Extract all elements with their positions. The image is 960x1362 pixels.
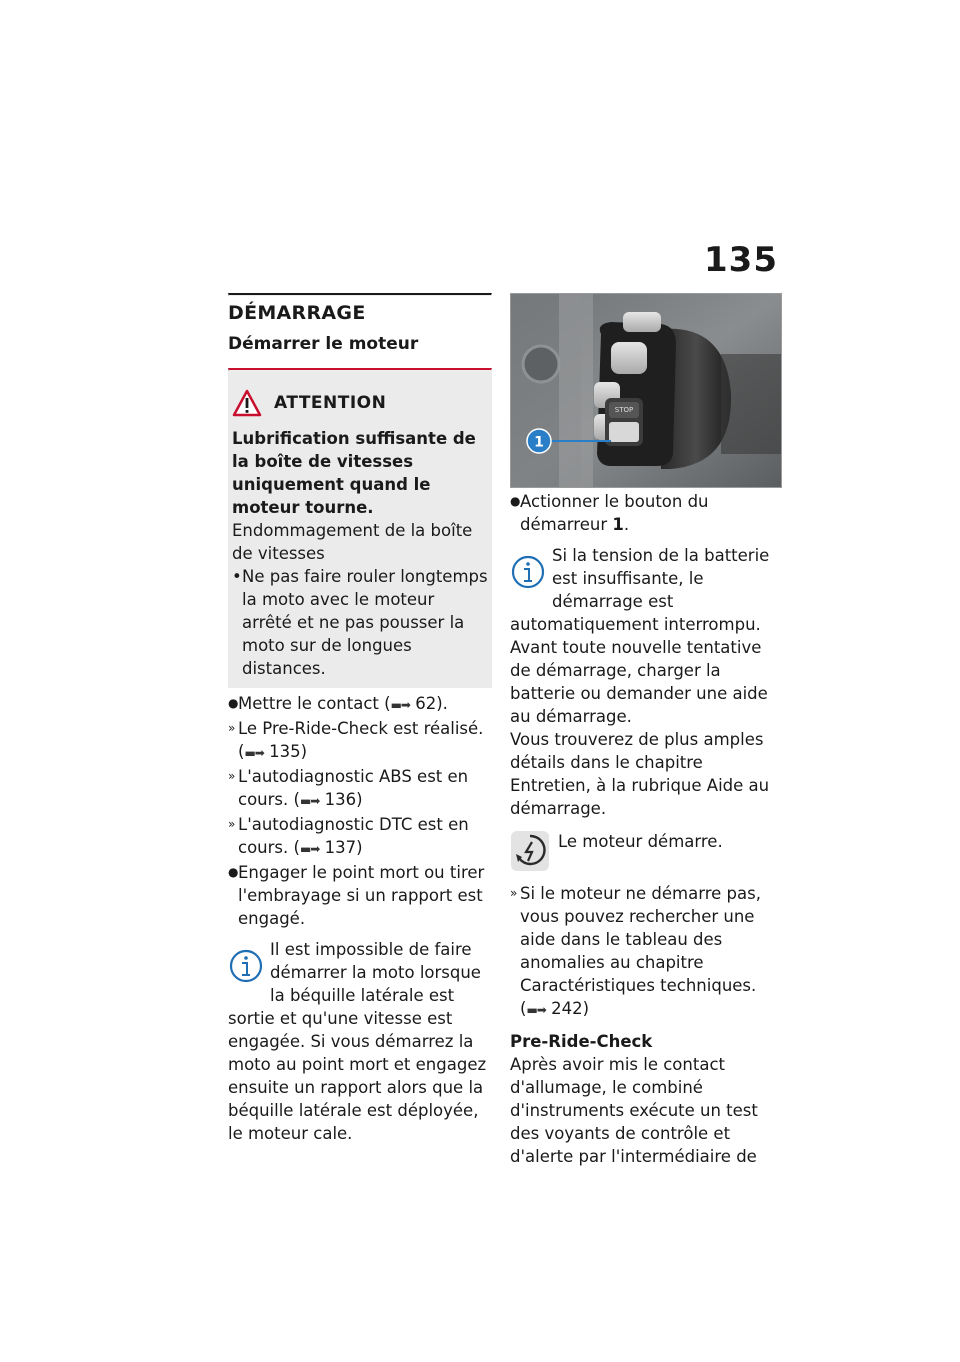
step-item — [228, 692, 492, 717]
photo-callout-label: 1 — [534, 434, 544, 451]
step-text: L'autodiagnostic DTC est en cours. ( — [238, 815, 469, 857]
step-list — [228, 692, 492, 930]
page-ref-icon: ▬➡ — [244, 746, 264, 760]
action-text: Actionner le bouton du démarreur — [520, 492, 709, 534]
step-item — [228, 717, 492, 765]
stop-label: STOP — [614, 406, 634, 414]
step-text: Le Pre-Ride-Check est réalisé. ( — [238, 719, 484, 761]
left-column — [228, 293, 492, 1145]
page-number: 135 — [704, 240, 778, 280]
right-column — [510, 293, 780, 1168]
action-bullet: ● — [510, 494, 521, 508]
result-mark: » — [228, 817, 236, 831]
pre-ride-title: Pre-Ride-Check — [510, 1032, 653, 1051]
warning-triangle-icon — [232, 389, 262, 417]
action-bullet: ● — [228, 865, 239, 879]
section-rule — [228, 293, 492, 296]
step-ref: 135) — [269, 742, 308, 761]
step-ref: 137) — [324, 838, 363, 857]
engine-start-icon — [510, 830, 550, 872]
page-ref-icon: ▬➡ — [299, 842, 320, 856]
step-item — [228, 765, 492, 813]
result-mark: » — [228, 721, 236, 735]
action-item: ● Actionner le bouton du démarreur 1. — [510, 492, 709, 534]
info-note — [510, 544, 780, 728]
step-item — [228, 813, 492, 861]
warning-box — [228, 371, 492, 688]
sub-title: Démarrer le moteur — [228, 334, 419, 354]
step-text: Mettre le contact ( — [238, 694, 391, 713]
action-bullet: ● — [228, 696, 239, 710]
step-text: L'autodiagnostic ABS est en cours. ( — [238, 767, 469, 809]
extra-text: Vous trouverez de plus amples détails dans le chapitre Entretien, à la rubrique Aide au démarrage. — [510, 730, 770, 818]
bullet-mark: • — [232, 567, 242, 586]
info-note-text: Il est impossible de faire démarrer la moto lorsque la béquille latérale est sortie et qu'une vitesse est engagée. Si vous démarrez la moto au point mort et engagez ensuite un rapport alors que la béquille latérale est déployée, le moteur cale. — [228, 940, 487, 1143]
result-mark: » — [228, 769, 236, 783]
info-note-text: Si la tension de la batterie est insuffisante, le démarrage est automatiquement interrompu. Avant toute nouvelle tentative de démarrage, charger la batterie ou demander une aide au démarrage. — [510, 546, 770, 726]
result-mark: » — [510, 886, 518, 900]
result-text: Si le moteur ne démarre pas, vous pouvez rechercher une aide dans le tableau des anomalies au chapitre Caractéristiques techniques. ( — [520, 884, 761, 1018]
warning-header — [232, 389, 488, 417]
step-text: Engager le point mort ou tirer l'embrayage si un rapport est engagé. — [238, 863, 485, 928]
pre-ride-text: Après avoir mis le contact d'allumage, le combiné d'instruments exécute un test des voyants de contrôle et d'alerte par l'intermédiaire de — [510, 1055, 758, 1166]
section-title: DÉMARRAGE — [228, 302, 366, 324]
action-ref: 1 — [612, 515, 624, 534]
page-ref-icon: ▬➡ — [526, 1003, 546, 1017]
info-icon — [510, 552, 548, 598]
step-ref: 62). — [415, 694, 448, 713]
warning-strong-text: Lubrification suffisante de la boîte de vitesses uniquement quand le moteur tourne. — [232, 429, 476, 517]
start-result-text: Le moteur démarre. — [558, 832, 723, 851]
result-item — [510, 882, 780, 1022]
warning-bullet — [232, 565, 488, 680]
info-icon — [228, 946, 266, 992]
step-ref: 136) — [324, 790, 363, 809]
starter-button-photo — [510, 293, 782, 488]
step-item — [228, 861, 492, 930]
page-ref-icon: ▬➡ — [299, 794, 320, 808]
page-ref-icon: ▬➡ — [390, 698, 410, 712]
result-ref: 242) — [551, 999, 590, 1018]
warning-label: ATTENTION — [274, 393, 387, 413]
warning-bullet-text: Ne pas faire rouler longtemps la moto avec le moteur arrêté et ne pas pousser la moto sur de longues distances. — [242, 567, 488, 678]
info-note — [228, 938, 492, 1145]
warning-consequence: Endommagement de la boîte de vitesses — [232, 521, 473, 563]
start-result — [510, 830, 780, 872]
